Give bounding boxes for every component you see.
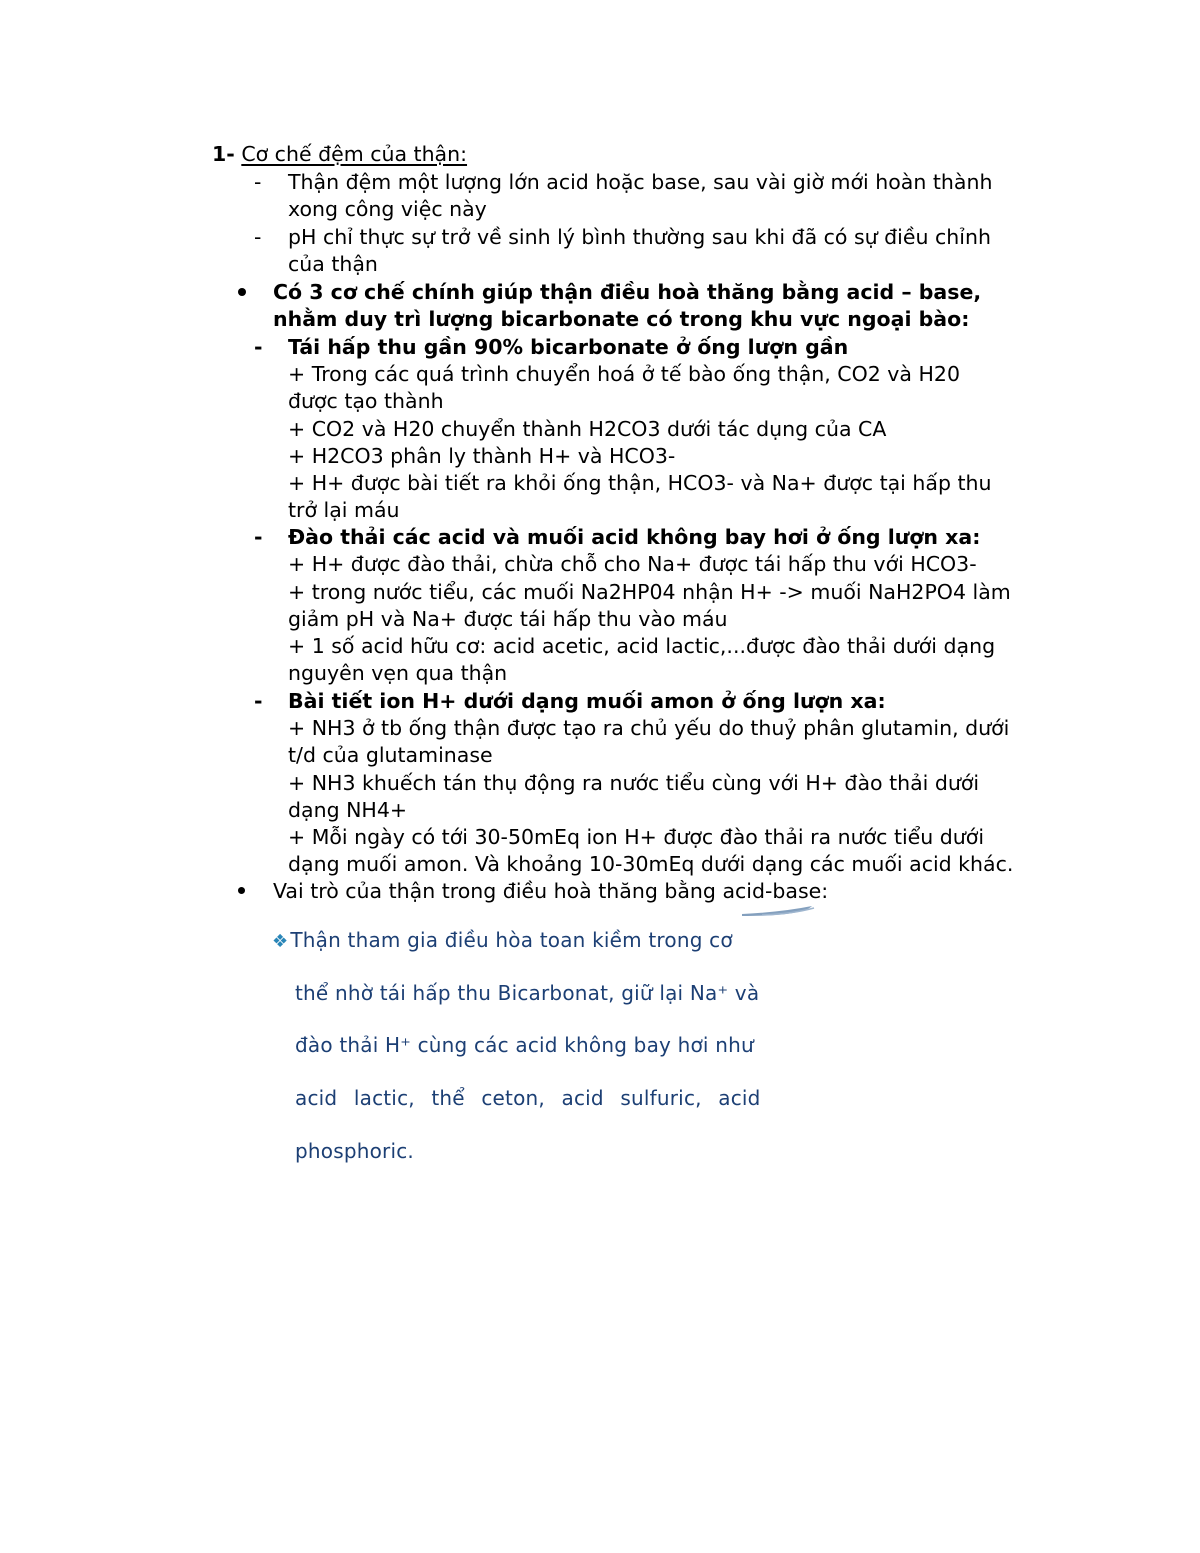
diamond-bullet-icon: ❖ [272, 931, 289, 952]
mechanism-3-line: dạng NH4+ [288, 798, 408, 822]
mechanism-2-title: Đào thải các acid và muối acid không bay hơi ở ống lượn xa: [288, 525, 981, 549]
mechanism-3-line: dạng muối amon. Và khoảng 10-30mEq dưới dạng các muối acid khác. [288, 852, 1014, 876]
intro-item-1-line-1: Thận đệm một lượng lớn acid hoặc base, sau vài giờ mới hoàn thành [288, 170, 993, 194]
mechanism-1-line: + CO2 và H20 chuyển thành H2CO3 dưới tác dụng của CA [288, 417, 887, 441]
dash-marker: - [254, 689, 263, 713]
figure-line-2: thể nhờ tái hấp thu Bicarbonat, giữ lại Na⁺ và [295, 981, 760, 1005]
mechanism-1-line: + H2CO3 phân ly thành H+ và HCO3- [288, 444, 676, 468]
slide-figure [272, 900, 832, 1190]
figure-line-5: phosphoric. [295, 1139, 414, 1163]
mechanism-1-line: được tạo thành [288, 389, 444, 413]
mechanism-3-title: Bài tiết ion H+ dưới dạng muối amon ở ống lượn xa: [288, 689, 886, 713]
mechanism-2-line: giảm pH và Na+ được tái hấp thu vào máu [288, 607, 728, 631]
mechanisms-intro-line-1: Có 3 cơ chế chính giúp thận điều hoà thăng bằng acid – base, [273, 280, 982, 304]
mechanism-3-line: + NH3 khuếch tán thụ động ra nước tiểu cùng với H+ đào thải dưới [288, 771, 980, 795]
mechanism-2-line: nguyên vẹn qua thận [288, 661, 508, 685]
mechanism-3-line: t/d của glutaminase [288, 743, 493, 767]
mechanism-1-line: + H+ được bài tiết ra khỏi ống thận, HCO3- và Na+ được tại hấp thu [288, 471, 992, 495]
mechanism-3-line: + Mỗi ngày có tới 30-50mEq ion H+ được đào thải ra nước tiểu dưới [288, 825, 985, 849]
section-title: Cơ chế đệm của thận: [241, 142, 468, 166]
mechanism-3-line: + NH3 ở tb ống thận được tạo ra chủ yếu do thuỷ phân glutamin, dưới [288, 716, 1010, 740]
intro-item-2-line-2: của thận [288, 252, 378, 276]
figure-line-1 [272, 928, 733, 952]
mechanism-1-title: Tái hấp thu gần 90% bicarbonate ở ống lượn gần [288, 335, 849, 359]
mechanism-2-line: + 1 số acid hữu cơ: acid acetic, acid lactic,...được đào thải dưới dạng [288, 634, 996, 658]
dash-marker: - [254, 170, 262, 194]
dash-marker: - [254, 335, 263, 359]
swoosh-decoration [272, 900, 832, 930]
figure-line-3: đào thải H⁺ cùng các acid không bay hơi như [295, 1033, 754, 1057]
bullet-dot [238, 887, 245, 894]
role-bullet-text: Vai trò của thận trong điều hoà thăng bằng acid-base: [273, 879, 829, 903]
section-number: 1- [212, 142, 235, 166]
mechanism-1-line: + Trong các quá trình chuyển hoá ở tế bào ống thận, CO2 và H20 [288, 362, 960, 386]
mechanisms-intro-line-2: nhằm duy trì lượng bicarbonate có trong khu vực ngoại bào: [273, 307, 970, 331]
section-heading [212, 140, 467, 168]
bullet-dot [238, 288, 246, 296]
dash-marker: - [254, 225, 262, 249]
mechanism-2-line: + trong nước tiểu, các muối Na2HP04 nhận H+ -> muối NaH2PO4 làm [288, 580, 1011, 604]
figure-line-1-text: Thận tham gia điều hòa toan kiềm trong cơ [290, 928, 733, 952]
intro-item-1-line-2: xong công việc này [288, 197, 487, 221]
mechanism-2-line: + H+ được đào thải, chừa chỗ cho Na+ được tái hấp thu với HCO3- [288, 552, 977, 576]
intro-item-2-line-1: pH chỉ thực sự trở về sinh lý bình thường sau khi đã có sự điều chỉnh [288, 225, 991, 249]
dash-marker: - [254, 525, 263, 549]
figure-line-4: acid lactic, thể ceton, acid sulfuric, acid [295, 1086, 761, 1110]
mechanism-1-line: trở lại máu [288, 498, 400, 522]
